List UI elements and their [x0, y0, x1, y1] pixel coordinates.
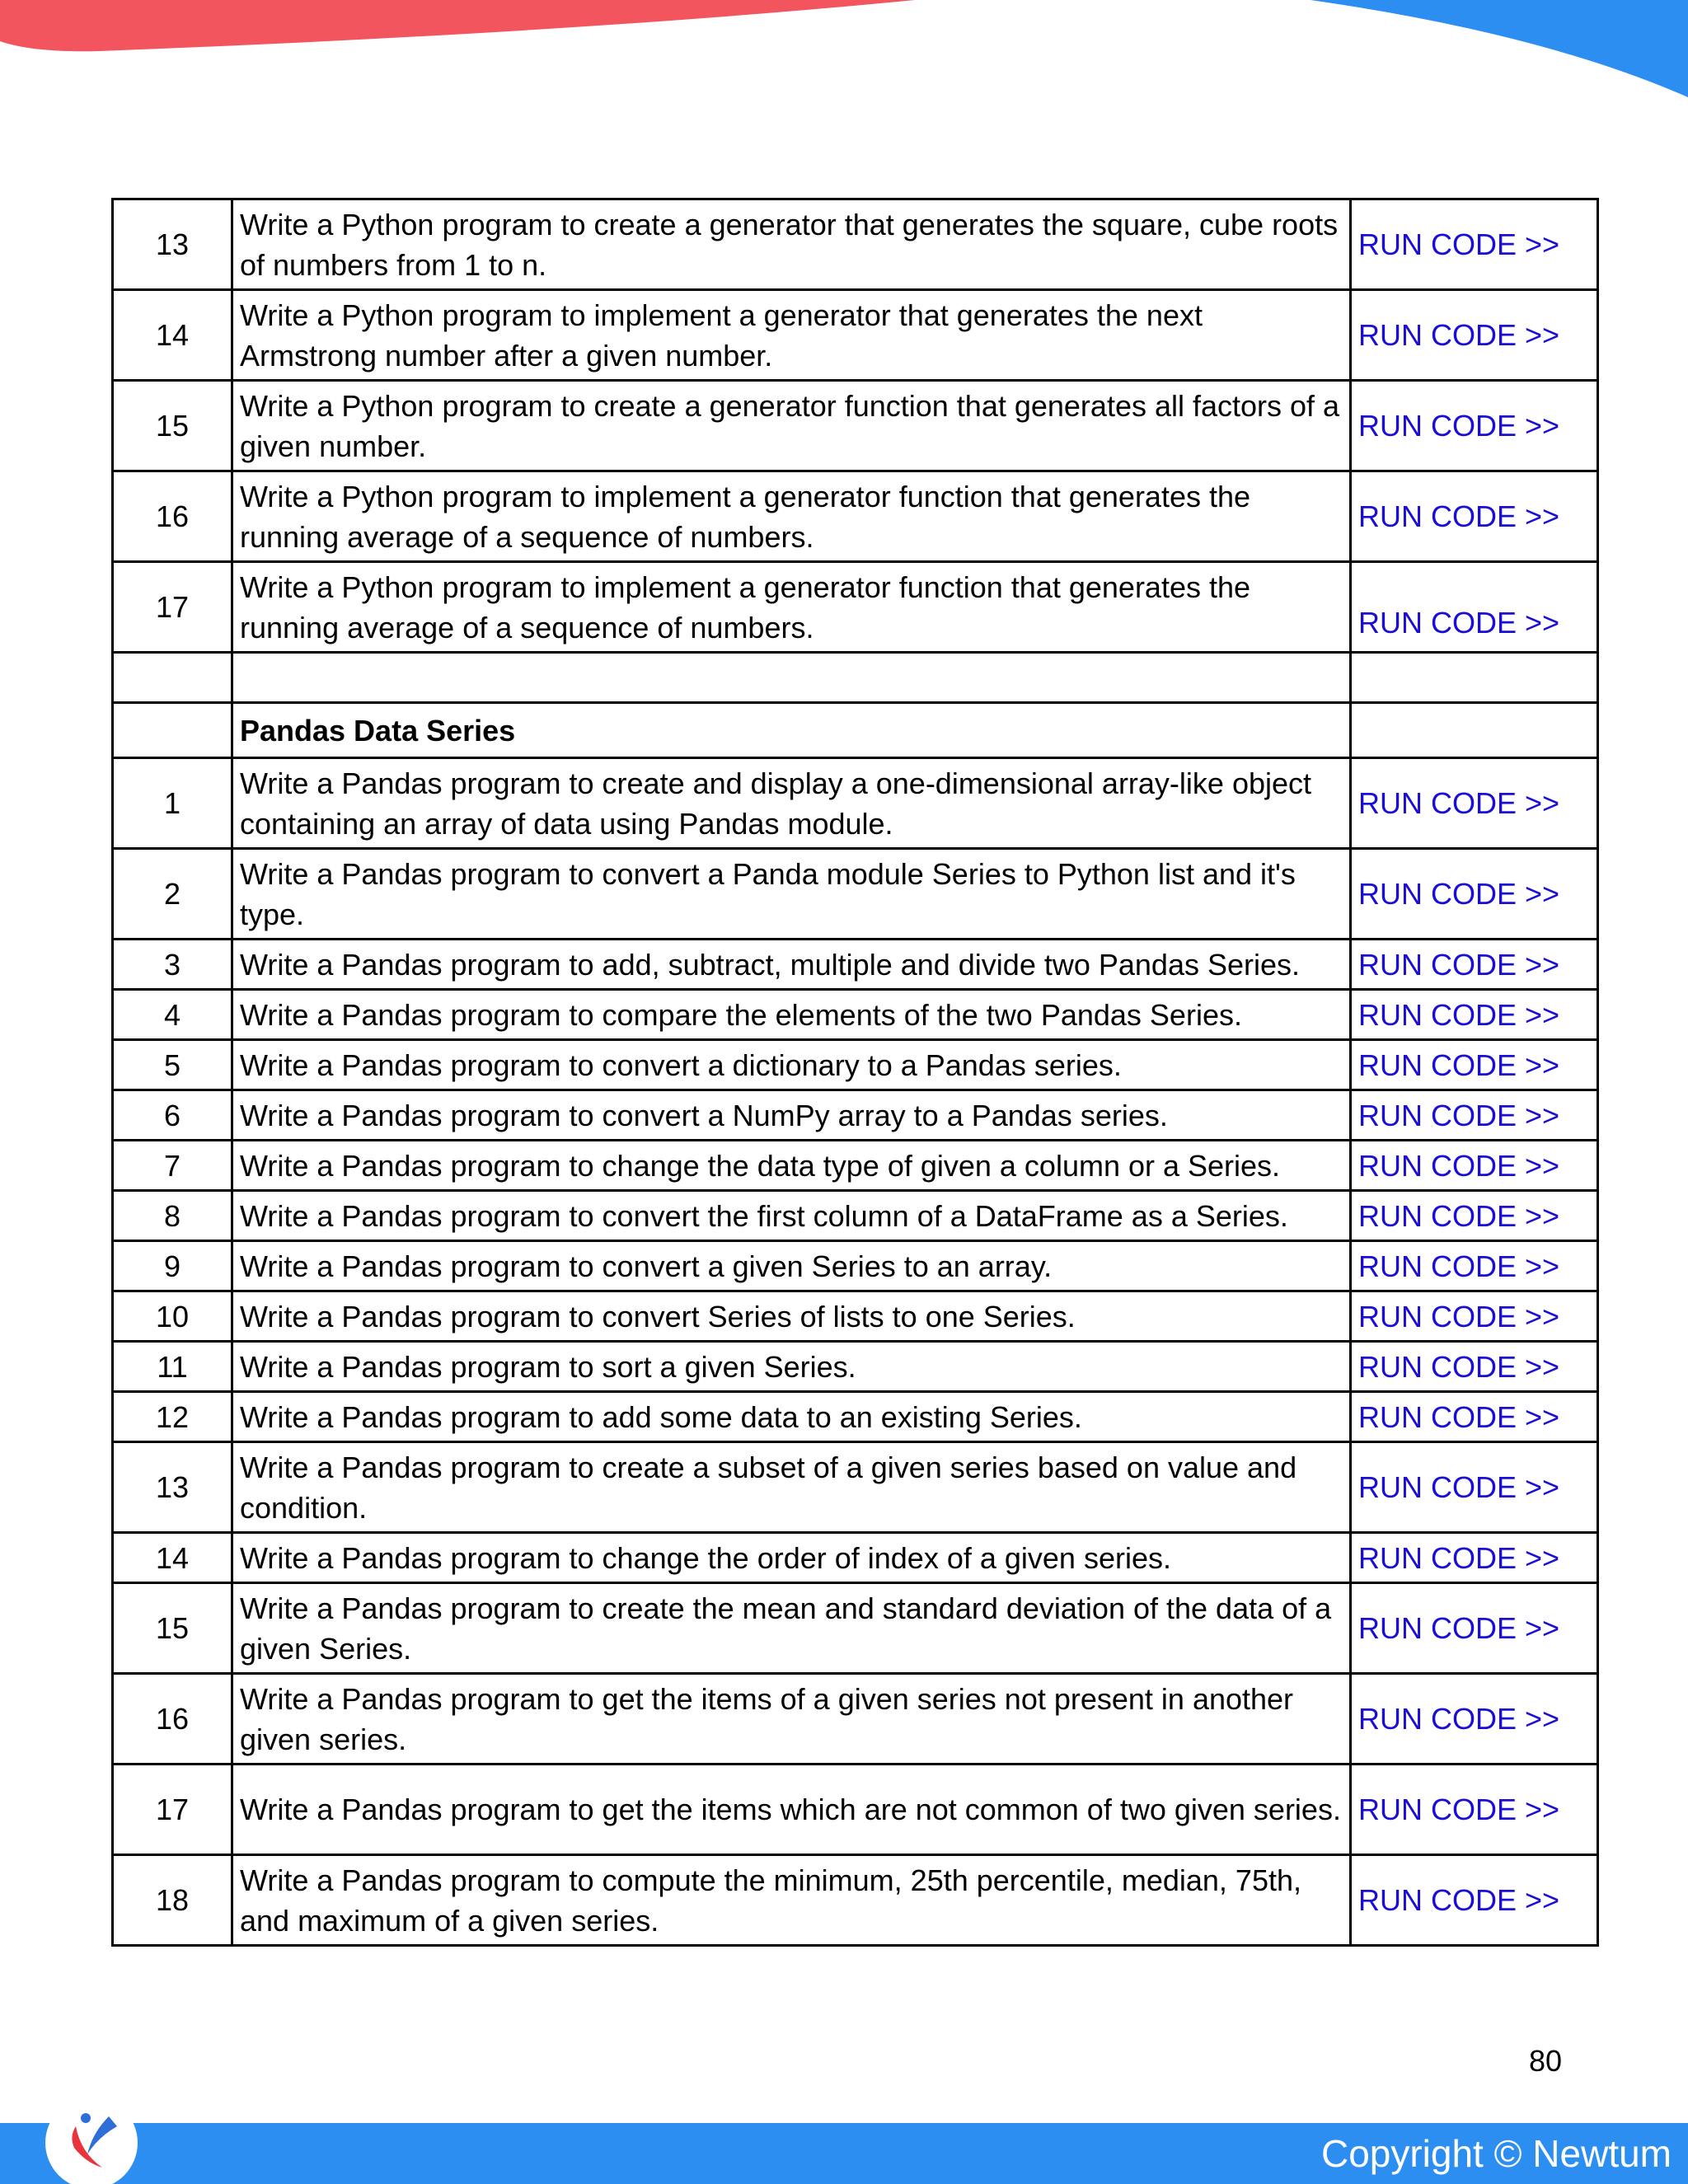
table-row — [113, 1765, 1598, 1855]
exercise-description: Write a Pandas program to create a subset of a given series based on value and condition. — [232, 1442, 1351, 1533]
header-blue-wave — [1311, 0, 1688, 97]
exercise-number: 11 — [113, 1342, 232, 1392]
logo-background — [45, 2097, 138, 2184]
exercise-description: Write a Pandas program to convert Series of lists to one Series. — [232, 1291, 1351, 1342]
run-code-link[interactable]: RUN CODE >> — [1351, 1855, 1598, 1946]
table-row — [113, 1533, 1598, 1583]
run-code-link[interactable]: RUN CODE >> — [1351, 1090, 1598, 1141]
exercise-number: 15 — [113, 381, 232, 471]
exercise-number: 15 — [113, 1583, 232, 1674]
exercise-description: Write a Python program to implement a generator function that generates the running average of a sequence of numbers. — [232, 471, 1351, 562]
table-row — [113, 849, 1598, 940]
table-row — [113, 290, 1598, 381]
run-code-link[interactable]: RUN CODE >> — [1351, 1674, 1598, 1765]
exercise-description: Write a Pandas program to compare the elements of the two Pandas Series. — [232, 990, 1351, 1040]
exercise-description: Write a Pandas program to create the mean and standard deviation of the data of a given Series. — [232, 1583, 1351, 1674]
run-code-link[interactable]: RUN CODE >> — [1351, 199, 1598, 290]
table-row — [113, 562, 1598, 653]
run-code-link[interactable]: RUN CODE >> — [1351, 1291, 1598, 1342]
exercise-number: 5 — [113, 1040, 232, 1090]
run-code-link[interactable]: RUN CODE >> — [1351, 990, 1598, 1040]
exercise-number: 16 — [113, 471, 232, 562]
exercise-number: 17 — [113, 562, 232, 653]
exercise-number: 18 — [113, 1855, 232, 1946]
exercise-description: Write a Pandas program to create and display a one-dimensional array-like object containing an array of data using Pandas module. — [232, 758, 1351, 849]
run-code-link[interactable]: RUN CODE >> — [1351, 1533, 1598, 1583]
exercise-number: 16 — [113, 1674, 232, 1765]
table-row — [113, 940, 1598, 990]
table-row — [113, 1141, 1598, 1191]
exercise-number: 7 — [113, 1141, 232, 1191]
table-row — [113, 1392, 1598, 1442]
empty-cell — [232, 653, 1351, 703]
run-code-link[interactable]: RUN CODE >> — [1351, 1583, 1598, 1674]
exercise-table — [111, 198, 1599, 1947]
run-code-link[interactable]: RUN CODE >> — [1351, 1141, 1598, 1191]
exercise-description: Write a Python program to create a generator that generates the square, cube roots of numbers from 1 to n. — [232, 199, 1351, 290]
exercise-description: Write a Pandas program to get the items of a given series not present in another given series. — [232, 1674, 1351, 1765]
table-row — [113, 1583, 1598, 1674]
table-row — [113, 1342, 1598, 1392]
table-row — [113, 471, 1598, 562]
run-code-link[interactable]: RUN CODE >> — [1351, 1442, 1598, 1533]
table-row — [113, 1855, 1598, 1946]
exercise-number: 8 — [113, 1191, 232, 1241]
exercise-number: 6 — [113, 1090, 232, 1141]
run-code-link[interactable]: RUN CODE >> — [1351, 1241, 1598, 1291]
run-code-link[interactable]: RUN CODE >> — [1351, 1765, 1598, 1855]
exercise-number: 14 — [113, 1533, 232, 1583]
run-code-link[interactable]: RUN CODE >> — [1351, 940, 1598, 990]
exercise-description: Write a Pandas program to change the data type of given a column or a Series. — [232, 1141, 1351, 1191]
exercise-description: Write a Pandas program to change the order of index of a given series. — [232, 1533, 1351, 1583]
run-code-link[interactable]: RUN CODE >> — [1351, 562, 1598, 653]
exercise-description: Write a Pandas program to add some data to an existing Series. — [232, 1392, 1351, 1442]
header-red-wave — [0, 0, 915, 51]
newtum-logo-icon — [43, 2093, 140, 2184]
exercise-description: Write a Python program to implement a generator that generates the next Armstrong number after a given number. — [232, 290, 1351, 381]
exercise-number: 10 — [113, 1291, 232, 1342]
table-row — [113, 990, 1598, 1040]
table-row — [113, 1191, 1598, 1241]
exercise-number: 14 — [113, 290, 232, 381]
exercise-number: 13 — [113, 199, 232, 290]
table-row — [113, 1090, 1598, 1141]
run-code-link[interactable]: RUN CODE >> — [1351, 849, 1598, 940]
exercise-description: Write a Pandas program to sort a given Series. — [232, 1342, 1351, 1392]
exercise-description: Write a Pandas program to compute the minimum, 25th percentile, median, 75th, and maximum of a given series. — [232, 1855, 1351, 1946]
run-code-link[interactable]: RUN CODE >> — [1351, 1191, 1598, 1241]
exercise-description: Write a Pandas program to add, subtract, multiple and divide two Pandas Series. — [232, 940, 1351, 990]
empty-cell — [1351, 703, 1598, 758]
table-row — [113, 1040, 1598, 1090]
logo-dot — [81, 2113, 91, 2123]
exercise-description: Write a Pandas program to convert the first column of a DataFrame as a Series. — [232, 1191, 1351, 1241]
table-row — [113, 381, 1598, 471]
page-number: 80 — [1529, 2044, 1563, 2078]
run-code-link[interactable]: RUN CODE >> — [1351, 1392, 1598, 1442]
table-row — [113, 1241, 1598, 1291]
section-title: Pandas Data Series — [232, 703, 1351, 758]
exercise-number: 3 — [113, 940, 232, 990]
header-decoration — [0, 0, 1688, 107]
run-code-link[interactable]: RUN CODE >> — [1351, 1040, 1598, 1090]
run-code-link[interactable]: RUN CODE >> — [1351, 381, 1598, 471]
empty-cell — [113, 653, 232, 703]
table-row — [113, 199, 1598, 290]
exercise-description: Write a Pandas program to convert a dictionary to a Pandas series. — [232, 1040, 1351, 1090]
run-code-link[interactable]: RUN CODE >> — [1351, 471, 1598, 562]
exercise-number: 13 — [113, 1442, 232, 1533]
exercise-description: Write a Pandas program to convert a given Series to an array. — [232, 1241, 1351, 1291]
empty-cell — [1351, 653, 1598, 703]
run-code-link[interactable]: RUN CODE >> — [1351, 758, 1598, 849]
empty-cell — [113, 703, 232, 758]
exercise-description: Write a Python program to create a generator function that generates all factors of a given number. — [232, 381, 1351, 471]
table-row — [113, 1442, 1598, 1533]
exercise-number: 17 — [113, 1765, 232, 1855]
exercise-number: 12 — [113, 1392, 232, 1442]
exercise-description: Write a Pandas program to get the items which are not common of two given series. — [232, 1765, 1351, 1855]
exercise-description: Write a Python program to implement a generator function that generates the running average of a sequence of numbers. — [232, 562, 1351, 653]
exercise-number: 4 — [113, 990, 232, 1040]
exercise-number: 9 — [113, 1241, 232, 1291]
exercise-description: Write a Pandas program to convert a Panda module Series to Python list and it's type. — [232, 849, 1351, 940]
run-code-link[interactable]: RUN CODE >> — [1351, 1342, 1598, 1392]
table-row — [113, 1674, 1598, 1765]
run-code-link[interactable]: RUN CODE >> — [1351, 290, 1598, 381]
empty-row — [113, 653, 1598, 703]
table-row — [113, 758, 1598, 849]
exercise-description: Write a Pandas program to convert a NumPy array to a Pandas series. — [232, 1090, 1351, 1141]
exercise-number: 2 — [113, 849, 232, 940]
copyright-text: Copyright © Newtum — [1320, 2132, 1672, 2175]
section-header-row — [113, 703, 1598, 758]
exercise-number: 1 — [113, 758, 232, 849]
table-row — [113, 1291, 1598, 1342]
